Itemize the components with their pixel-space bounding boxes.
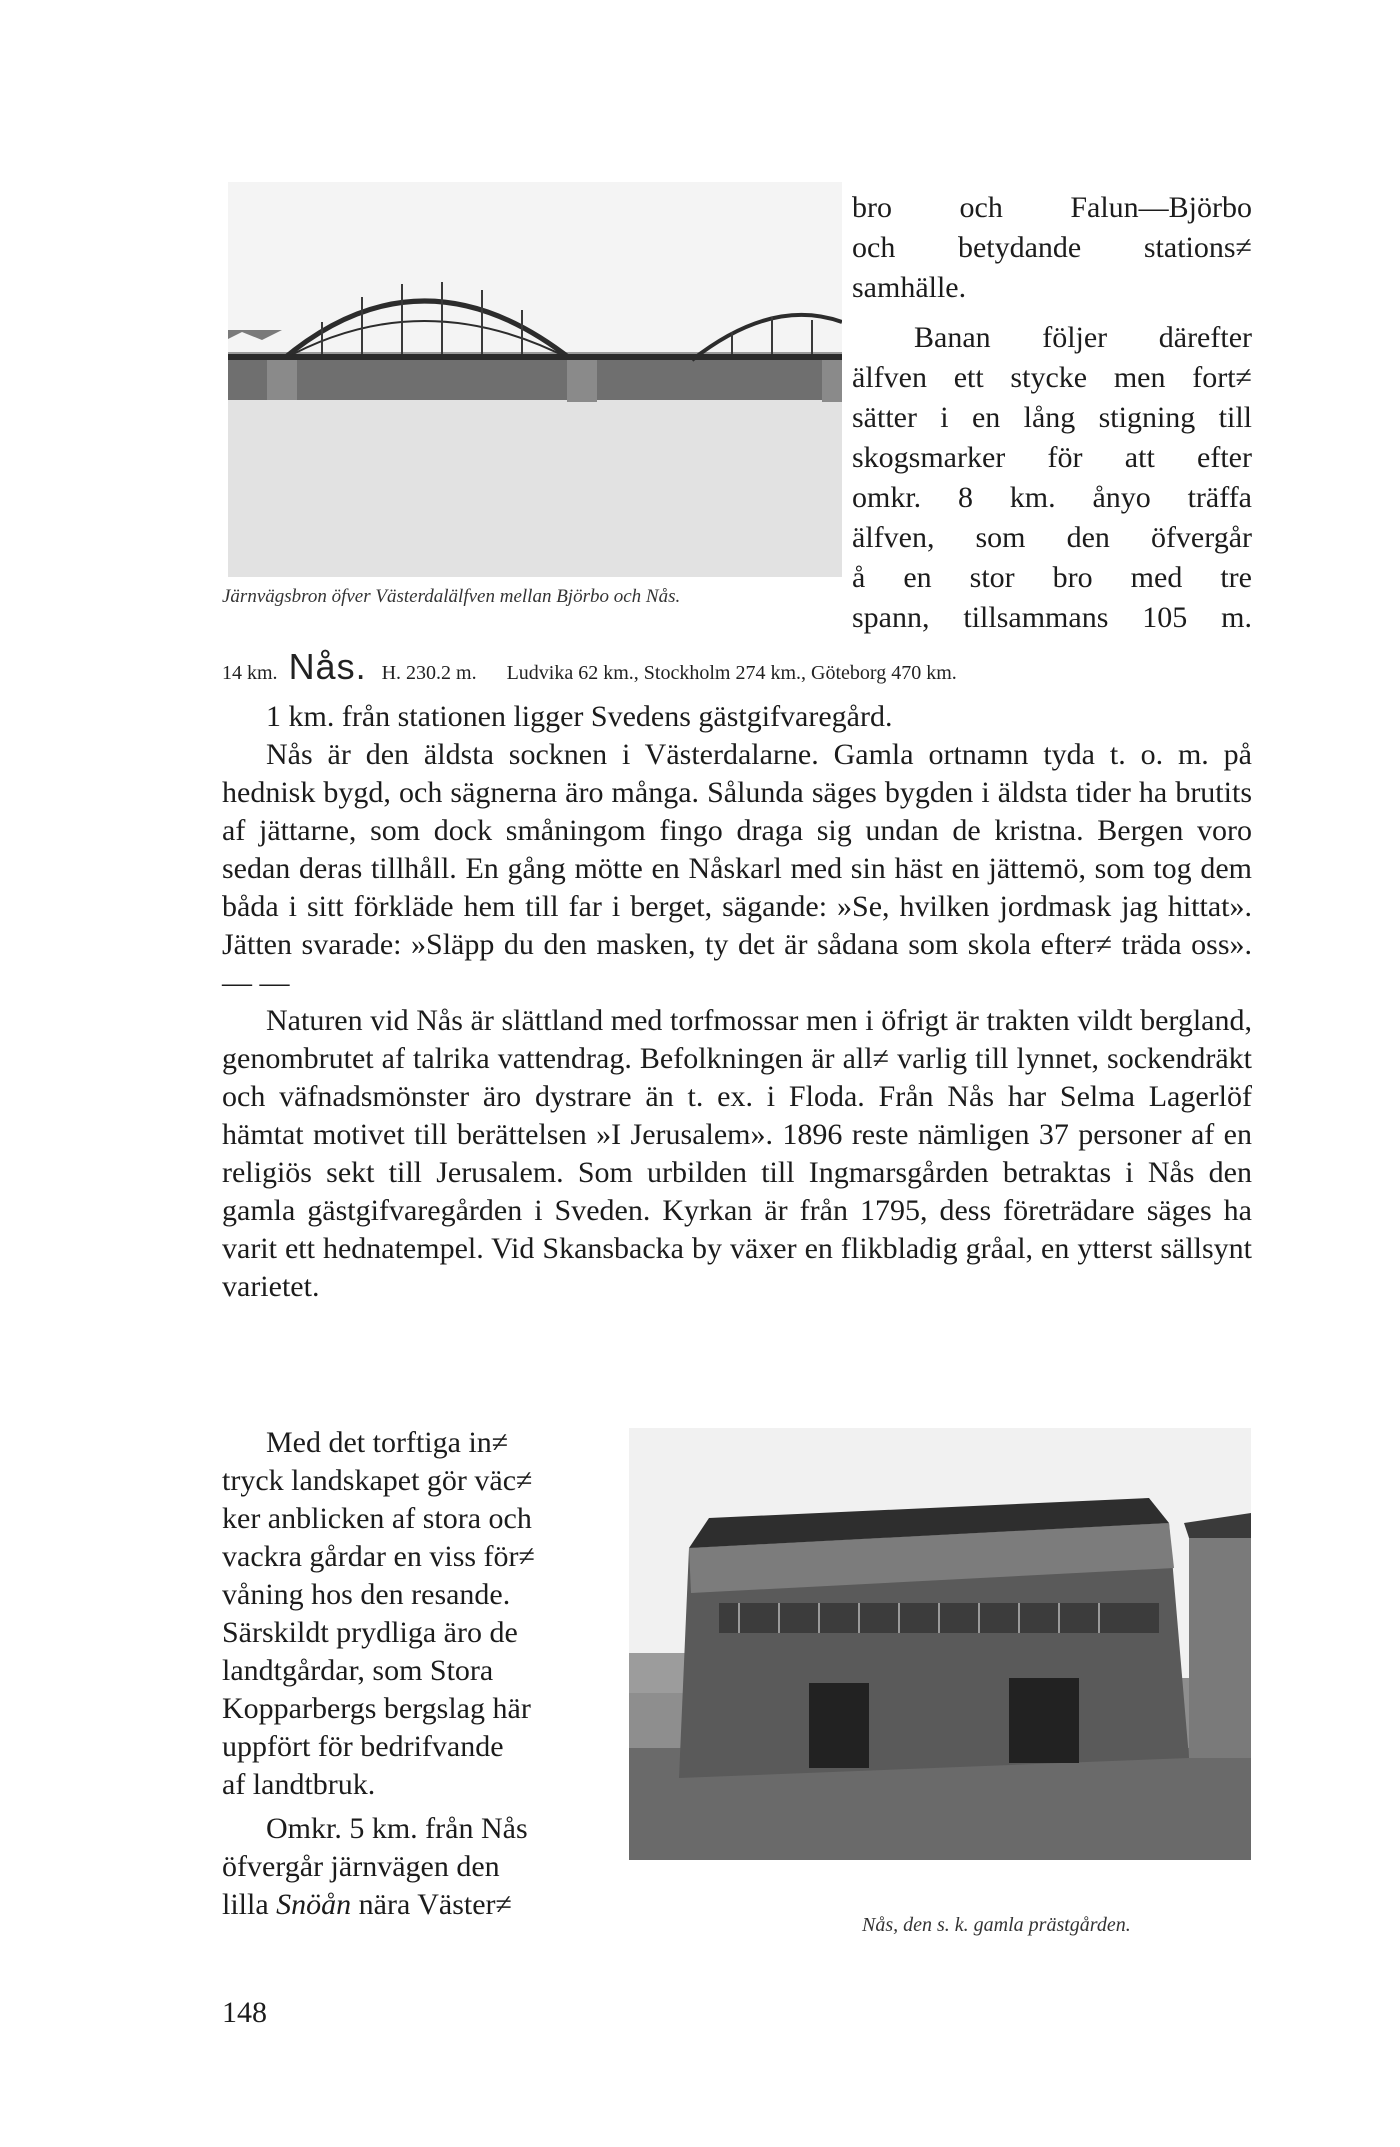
text-fragment: lilla bbox=[222, 1888, 269, 1921]
text-line: bro och Falun—Björbo bbox=[852, 191, 1252, 224]
paragraph: 1 km. från stationen ligger Svedens gästgifvaregård. bbox=[266, 700, 893, 733]
station-heading bbox=[222, 646, 1212, 688]
text-line: uppfört för bedrifvande bbox=[222, 1730, 504, 1763]
text-fragment: nära Väster≠ bbox=[358, 1888, 512, 1921]
page-number: 148 bbox=[222, 1996, 267, 2029]
text-line: Kopparbergs bergslag här bbox=[222, 1692, 531, 1725]
text-line: landtgårdar, som Stora bbox=[222, 1654, 494, 1687]
paragraph: Nås är den äldsta socknen i Västerdalarne. Gamla ortnamn tyda t. o. m. på hednisk bygd, och sägnerna äro många. Sålunda säges bygden i äldsta tider ha brutits af jättarne, som dock småningom fingo draga sig undan de kristna. Bergen voro sedan deras tillhåll. En gång mötte en Nåskarl med sin häst en jättemö, som tog dem båda i sitt förkläde hem till far i berget, sägande: »Se, hvilken jordmask jag hittat». Jätten svarade: »Släpp du den masken, ty det är sådana som skola efter≠ träda oss». — — bbox=[222, 738, 1252, 999]
text-line: Omkr. 5 km. från Nås bbox=[266, 1812, 528, 1845]
text-line: älfven ett stycke men fort≠ bbox=[852, 361, 1252, 394]
paragraph: Naturen vid Nås är slättland med torfmossar men i öfrigt är trakten vildt bergland, genombrutet af talrika vattendrag. Befolkningen är all≠ varlig till lynnet, sockendräkt och väfnadsmönster äro dystrare än t. ex. i Floda. Från Nås har Selma Lagerlöf hämtat motivet till berättelsen »I Jerusalem». 1896 reste nämligen 37 personer af en religiös sekt till Jerusalem. Som urbilden till Ingmarsgården betraktas i Nås den gamla gästgifvaregården i Sveden. Kyrkan är från 1795, dess företrädare säges ha varit ett hednatempel. Vid Skansbacka by växer en flikbladig gråal, en ytterst sällsynt varietet. bbox=[222, 1004, 1252, 1303]
place-name-italic: Snöån bbox=[276, 1888, 352, 1921]
bridge-photo-caption: Järnvägsbron öfver Västerdalälfven mellan Björbo och Nås. bbox=[222, 586, 681, 607]
text-line: och betydande stations≠ bbox=[852, 231, 1252, 264]
text-line: å en stor bro med tre bbox=[852, 561, 1252, 594]
text-line: Med det torftiga in≠ bbox=[266, 1426, 509, 1459]
station-km: 14 km. bbox=[222, 662, 278, 684]
station-name: Nås. bbox=[288, 646, 367, 687]
text-line: omkr. 8 km. ånyo träffa bbox=[852, 481, 1252, 514]
text-line: Särskildt prydliga äro de bbox=[222, 1616, 518, 1649]
right-column-text bbox=[852, 188, 1252, 638]
bridge-illustration bbox=[222, 182, 842, 577]
text-line: vackra gårdar en viss för≠ bbox=[222, 1540, 535, 1573]
text-line: Banan följer därefter bbox=[914, 321, 1252, 354]
station-height: H. 230.2 m. bbox=[381, 662, 477, 684]
station-distances: Ludvika 62 km., Stockholm 274 km., Göteborg 470 km. bbox=[506, 662, 957, 684]
text-line: samhälle. bbox=[852, 271, 967, 304]
text-line: tryck landskapet gör väc≠ bbox=[222, 1464, 533, 1497]
farmhouse-illustration bbox=[629, 1428, 1251, 1860]
bridge-photo bbox=[222, 182, 842, 577]
text-line: af landtbruk. bbox=[222, 1768, 376, 1801]
text-line: ker anblicken af stora och bbox=[222, 1502, 532, 1535]
text-line: öfvergår järnvägen den bbox=[222, 1850, 500, 1883]
text-line: sätter i en lång stigning till bbox=[852, 401, 1252, 434]
farm-photo bbox=[629, 1428, 1251, 1860]
body-text bbox=[222, 698, 1252, 1306]
text-line: spann, tillsammans 105 m. bbox=[852, 601, 1252, 634]
farm-photo-caption: Nås, den s. k. gamla prästgården. bbox=[862, 1914, 1131, 1936]
text-line: älfven, som den öfvergår bbox=[852, 521, 1252, 554]
text-line: skogsmarker för att efter bbox=[852, 441, 1252, 474]
narrow-column-text bbox=[222, 1424, 584, 1924]
text-line: våning hos den resande. bbox=[222, 1578, 511, 1611]
text-line bbox=[222, 1886, 584, 1924]
